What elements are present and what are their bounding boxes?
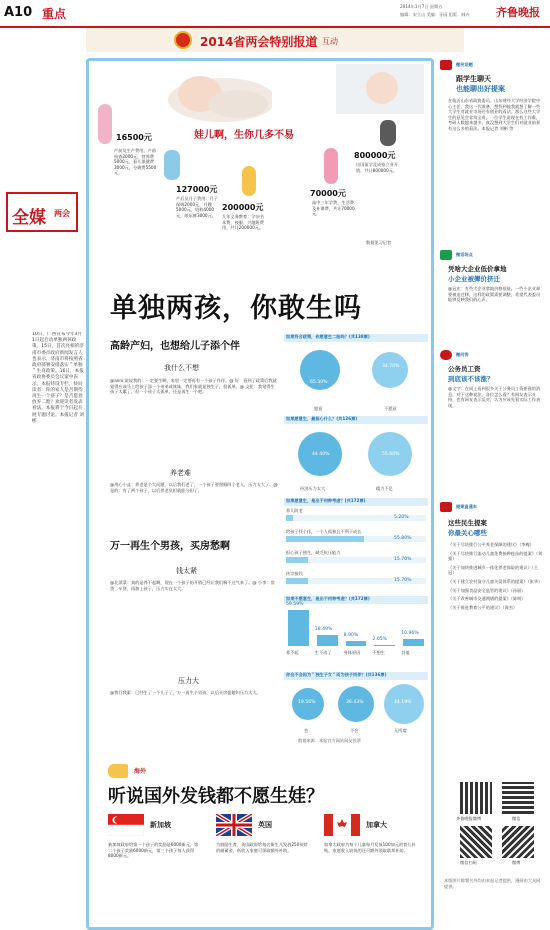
qr-label-3: 微信扫码 — [460, 860, 477, 865]
q2-label-a: 经济压力太大 — [300, 486, 326, 491]
q3-bar-value: 15.70% — [394, 557, 412, 562]
q4-bar-label: 生不动了 — [314, 650, 332, 655]
q1-label-yes: 愿意 — [314, 406, 323, 411]
sec2-title-b: 小企业被撵价挤迁 — [448, 275, 500, 283]
section1-body1: @anni:说说我的：一定要生啊，家里一定要再有一个孩子作伴。@ 好：看到了政策后我就觉得应该马上给孩子添一个弟弟或妹妹，我们家就是独生子，很孤单。@ 文化：我觉得生孩子太累了，但一个孩子太孤单，还是再生一个吧。 — [110, 378, 277, 395]
hero-slogan: 娃儿啊，生你几多不易 — [194, 130, 294, 141]
paper-name: 齐鲁晚报 — [496, 6, 540, 19]
emblem-icon — [174, 31, 192, 49]
price-tag-2: 127000元 — [176, 185, 218, 194]
qr-label-4: 微博 — [512, 860, 521, 865]
section-name: 重点 — [42, 7, 67, 21]
pointing-hand-icon — [108, 764, 128, 778]
price-note-5: 出国留学及成家立业开销，共计800000元。 — [356, 162, 398, 173]
abroad-title: 听说国外发钱都不愿生娃？ — [108, 786, 324, 807]
side-logo — [6, 192, 78, 232]
sec4-title-b: 你最关心哪些 — [448, 529, 487, 537]
proposal-list — [448, 542, 544, 776]
speech-bubble-icon — [440, 350, 452, 360]
right-column — [438, 58, 546, 930]
price-note-4: 高中三年学费、生活费及补课费，共计70000元。 — [312, 200, 355, 217]
country-name-2: 英国 — [258, 821, 272, 829]
q3-bar — [286, 557, 308, 563]
proposal-item: 《关于尽快推行公平养老保障的建议》（李梅） — [448, 542, 534, 547]
uk-flag-icon — [216, 814, 252, 836]
qr-label-1: 齐鲁晚报微博 — [456, 816, 482, 821]
q3-bar-value: 15.70% — [394, 578, 412, 583]
sec2-title-a: 凭啥大企业低价拿地 — [448, 265, 507, 273]
q3-title: 如果愿意生，是出于何种考虑？(共172票) — [284, 498, 428, 506]
banner-interact: 互动 — [322, 37, 338, 46]
q4-bar — [346, 641, 367, 646]
sec2-label: 微话场点 — [456, 252, 473, 257]
masthead — [0, 0, 550, 28]
section2-body1: @北漂菜：真的是养不起啊，现在一个孩子的开销已经让我们喘不过气来了。@ 小李：房贷、车贷，再加上孩子，压力实在太大。 — [110, 580, 275, 591]
q1-label-no: 不愿意 — [384, 406, 397, 411]
q5-label-no: 不会 — [350, 728, 359, 733]
country-text-2: 为鼓励生育，英国政府给每名新生儿发放250英镑的储蓄金，低收入家庭可领取额外补助。 — [216, 842, 308, 853]
q2-value-a: 44.40% — [312, 452, 330, 457]
section1-body2: @用心小盒：养老是个大问题，以后我们老了，一个孩子要照顾四个老人，压力太大了。@是的：有了两个孩子，以后养老负担就能分担了。 — [110, 482, 278, 493]
country-text-1: 新加坡政府给第一个孩子的奖励是6000新元，第二个孩子奖励6000新元，第三个孩子每人获得8000新元。 — [108, 842, 199, 859]
graduate-figure — [380, 120, 396, 146]
qr-code-3[interactable] — [460, 826, 492, 858]
q4-bar-value: 2.05% — [372, 636, 387, 642]
q1-circle-no — [372, 352, 408, 388]
q1-title: 如果符合政策，你愿意生二胎吗？(共138票) — [284, 334, 428, 342]
sec1-text: 在临沂山东省政协委员、山东财经大学经济学院中心主任、我这一代准备，想找到他我就想了解一些大学生对就业市场还有创业的看法，那么这些大学生的意见会非常宝贵。一位学生说现在找工作难，考研人数越来越多，真没想到大学生们对就业前景有这么多的看法。本报记者 刘彬 等 — [448, 98, 541, 131]
pregnant-figure — [98, 104, 112, 144]
q2-value-b: 55.60% — [382, 452, 400, 457]
q2-label-b: 精力不足 — [376, 486, 393, 491]
sec4-title-a: 这些民生提案 — [448, 519, 487, 527]
right-footer: 本版图片除署名外均由本报记者提供，漫画由大众网提供。 — [444, 878, 541, 889]
q3-row-label: 给孩子找个伴，一个人孤独且不利于成长 — [286, 529, 362, 534]
qr-code-weibo[interactable] — [460, 782, 492, 814]
q5-value-yes: 19.56% — [298, 700, 316, 705]
sec1-title-a: 跟学生聊天 — [456, 75, 491, 83]
proposal-item: 《关于推进教育公平的建议》（周杰） — [448, 604, 518, 610]
q3-row-label: 担心孩子独生，缺乏抗压能力 — [286, 550, 341, 555]
train-icon — [440, 502, 452, 512]
sec3-label: 微问答 — [456, 352, 469, 357]
headline: 单独两孩，你敢生吗 — [110, 293, 362, 324]
sec3-text: @文字：在网上看到很多关于公务员工资要涨的消息，对于这种说法，各位怎么看？有网友表示支持，也有网友表示反对，认为应该先看实际工作表现。 — [448, 386, 541, 408]
q1-value-yes: 65.30% — [310, 380, 328, 385]
sec3-title-b: 到底该不该涨？ — [448, 375, 494, 383]
sec4-label: 提案直通车 — [456, 504, 477, 509]
qr-label-2: 微信 — [512, 816, 521, 821]
proposal-item: 《关于建立农村留守儿童关爱体系的提案》（张华） — [448, 578, 543, 584]
q2-chart — [284, 426, 428, 484]
q3-rows — [284, 508, 428, 592]
section1-title: 高龄产妇，也想给儿子添个伴 — [110, 341, 240, 352]
qr-code-4[interactable] — [502, 826, 534, 858]
abroad-lead: 海外 — [134, 768, 147, 775]
q3-bar — [286, 536, 364, 542]
student-figure — [324, 148, 338, 184]
q1-chart — [284, 344, 428, 404]
proposal-item: 《关于加快推进城乡一体化养老保险的建议》（王冠） — [448, 564, 539, 576]
q4-bar-label: 身体原因 — [343, 650, 361, 655]
baby-image — [152, 64, 272, 124]
q5-value-no: 36.43% — [346, 700, 364, 705]
q4-bar — [317, 635, 338, 646]
left-column-text: 10日，广西宣布今年3月1日起启动单独两孩政策。15日，首次亮相的济南市委市政府新闻发言人也表示，济南市将按照省政府部署安排落实＂单独＂生育政策。16日，本报省政协委员会议案中表示，本报特设专栏，快问读者：你的家人是否期待再生一个孩子？是否愿意放弃二胎？欢迎读者发表看法。本报将于今日起开展专题讨论。本报记者 刘彬 — [32, 332, 84, 424]
q5-label-any: 无所谓 — [394, 728, 407, 733]
q1-value-no: 34.70% — [382, 364, 400, 369]
q4-bar-value: 59.59% — [286, 602, 304, 608]
survey-panel — [284, 334, 428, 754]
sec2-text: @冠宏：有些大企业拿地价格很低，一些小企业却要被迫迁移，这样的政策需要调整，希望代表委员能够反映我们的心声。 — [448, 286, 541, 303]
staff-line: 编辑：宋立山 美编：牙园 组版：韩卉 — [400, 12, 470, 17]
hero-infographic — [92, 62, 428, 288]
price-tag-5: 800000元 — [354, 151, 396, 160]
q5-label-yes: 会 — [304, 728, 309, 733]
banner-title: 2014省两会特别报道 — [200, 35, 318, 49]
megaphone-icon — [440, 60, 452, 70]
singapore-flag-icon — [108, 814, 144, 836]
sec1-title-b: 也能聊出好提案 — [456, 85, 505, 93]
q2-title: 如果愿意生，最担心什么？(共126票) — [284, 416, 428, 424]
sec1-label: 微民话题 — [456, 62, 473, 67]
q4-bar-label: 其他 — [401, 650, 410, 655]
page-number: A10 — [4, 5, 33, 20]
price-note-1: 产前及生产费用，产前检查2000元，营养费5000元，看儿保健费3000元，分娩费5500元。 — [114, 148, 157, 176]
price-tag-4: 70000元 — [310, 189, 346, 198]
q4-bar-label: 不想生 — [372, 650, 385, 655]
hero-source: 数据见习记者 — [366, 240, 392, 245]
q3-bar — [286, 578, 308, 584]
q5-value-any: 44.19% — [394, 700, 412, 705]
child-figure — [242, 166, 256, 196]
section1-sub1: 我什么不想 — [164, 364, 199, 372]
q3-bar-value: 55.80% — [394, 536, 412, 541]
q4-bar — [403, 639, 424, 646]
q5-title: 你会不会因为＂独生子女＂而为孩子找伴？(共136票) — [284, 672, 428, 680]
sec3-title-a: 公务员工资 — [448, 365, 481, 373]
section2-sub2: 压力大 — [178, 677, 199, 685]
qr-code-wechat[interactable] — [502, 782, 534, 814]
canada-flag-icon — [324, 814, 360, 836]
side-logo-sub: 两会 — [54, 209, 70, 218]
proposal-item: 《关于加强食品安全监管的建议》（孙丽） — [448, 587, 526, 593]
q4-bar-value: 18.49% — [314, 626, 333, 632]
q3-row-label: 传宗接代 — [286, 571, 303, 576]
q4-bar — [374, 645, 395, 646]
country-text-3: 加拿大政府为每个儿童每月发放100加元的育儿补贴，家庭收入较低的还可额外领取联邦补助。 — [324, 842, 416, 853]
tag-icon — [440, 250, 452, 260]
section2-title: 万一再生个男孩，买房愁啊 — [110, 541, 230, 552]
price-tag-3: 200000元 — [222, 203, 264, 212]
q4-bars — [284, 602, 428, 668]
q3-row-label: 养儿防老 — [286, 508, 303, 513]
q4-bar — [288, 610, 309, 646]
price-note-3: 九年义务教育：学杂书本费、校服、兴趣班费用，共计200000元。 — [222, 214, 264, 231]
q3-bar — [286, 515, 293, 521]
banner — [86, 28, 464, 52]
mother-figure — [164, 150, 180, 180]
q4-bar-label: 养不起 — [286, 650, 299, 655]
q4-bar-value: 8.90% — [343, 632, 359, 638]
section2-sub1: 钱太紧 — [176, 567, 197, 575]
q4-bar-value: 10.96% — [401, 631, 419, 637]
country-name-1: 新加坡 — [150, 821, 171, 829]
date-line: 2014年1月7日 星期五 — [400, 4, 443, 9]
q4-title: 如果不愿意生，是出于何种考虑？(共172票) — [284, 596, 428, 604]
proposal-item: 《关于改善城市交通拥堵的提案》（陈明） — [448, 596, 526, 602]
section2-body2: @我行我素：已经生了一个儿子了，万一再生个男孩，以后买房娶媳妇压力太大。 — [110, 690, 261, 695]
price-tag-1: 16500元 — [116, 133, 152, 142]
proposal-item: 《关于尽快推行流动儿童免费接种疫苗的提案》（刘强） — [448, 550, 543, 562]
side-logo-main: 全媒 — [12, 208, 46, 228]
price-note-2: 产后及月子费用：月子保姆2000元，月嫂5000元，奶粉4000元，纸尿裤3000元。 — [176, 196, 218, 218]
section1-sub2: 养老难 — [170, 469, 191, 477]
q3-bar-value: 5.20% — [394, 515, 409, 520]
country-name-3: 加拿大 — [366, 821, 387, 829]
survey-source: 数据来源：本报官方网站网友投票 — [298, 738, 361, 743]
newborn-photo — [336, 64, 424, 114]
